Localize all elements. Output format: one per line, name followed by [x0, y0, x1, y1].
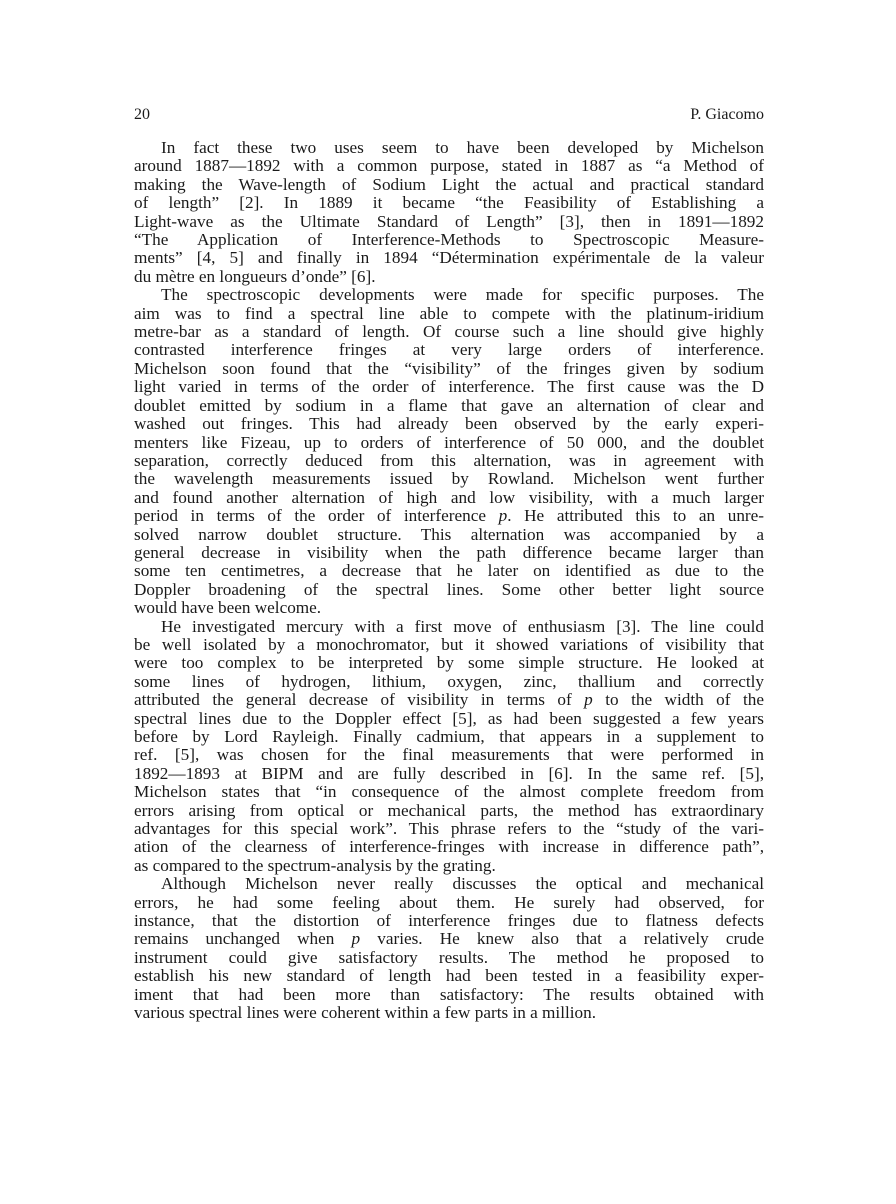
text-line: before by Lord Rayleigh. Finally cadmium, that appears in a supplement to [134, 727, 764, 746]
text-line: attributed the general decrease of visibility in terms of p to the width of the [134, 690, 764, 710]
text-line: as compared to the spectrum-analysis by the grating. [134, 855, 496, 875]
running-head-author: P. Giacomo [690, 106, 764, 123]
text-line: period in terms of the order of interference p. He attributed this to an unre- [134, 506, 764, 526]
running-header [134, 106, 764, 124]
text-line: would have been welcome. [134, 598, 322, 618]
text-line: were too complex to be interpreted by some simple structure. He looked at [134, 653, 764, 673]
text-line: du mètre en longueurs d’onde” [6]. [134, 266, 376, 286]
text-line: In fact these two uses seem to have been developed by Michelson [161, 138, 764, 157]
text-line: “The Application of Interference-Methods to Spectroscopic Measure- [134, 230, 764, 250]
text-line: doublet emitted by sodium in a flame that gave an alternation of clear and [134, 395, 764, 415]
paragraph [134, 618, 764, 876]
text-line: general decrease in visibility when the path difference became larger than [134, 542, 764, 562]
text-line: contrasted interference fringes at very large orders of interference. [134, 340, 764, 360]
text-line: Michelson states that “in consequence of the almost complete freedom from [134, 782, 764, 802]
text-line: The spectroscopic developments were made for specific purposes. The [161, 285, 764, 305]
text-line: and found another alternation of high and low visibility, with a much larger [134, 487, 764, 507]
text-line: instrument could give satisfactory results. The method he proposed to [134, 947, 764, 967]
text-line: 1892—1893 at BIPM and are fully described in [6]. In the same ref. [5], [134, 763, 764, 783]
paragraph [134, 139, 764, 286]
text-line: Although Michelson never really discusses the optical and mechanical [161, 874, 764, 894]
text-line: instance, that the distortion of interference fringes due to flatness defects [134, 911, 764, 931]
text-line: ation of the clearness of interference-fringes with increase in difference path”, [134, 837, 764, 857]
text-line: Doppler broadening of the spectral lines. Some other better light source [134, 579, 764, 599]
text-line: making the Wave-length of Sodium Light the actual and practical standard [134, 174, 764, 194]
text-line: Michelson soon found that the “visibility” of the fringes given by sodium [134, 358, 764, 378]
text-line: remains unchanged when p varies. He knew also that a relatively crude [134, 929, 764, 949]
text-line: various spectral lines were coherent within a few parts in a million. [134, 1003, 597, 1023]
text-line: spectral lines due to the Doppler effect [5], as had been suggested a few years [134, 708, 764, 728]
text-line: advantages for this special work”. This phrase refers to the “study of the vari- [134, 819, 764, 839]
italic-variable: p [498, 506, 508, 526]
text-line: be well isolated by a monochromator, but it showed variations of visibility that [134, 634, 764, 654]
text-line: errors, he had some feeling about them. He surely had observed, for [134, 892, 764, 912]
text-line: separation, correctly deduced from this alternation, was in agreement with [134, 450, 764, 470]
text-line: some lines of hydrogen, lithium, oxygen, zinc, thallium and correctly [134, 671, 764, 691]
text-line: solved narrow doublet structure. This alternation was accompanied by a [134, 524, 764, 544]
text-line: aim was to find a spectral line able to compete with the platinum-iridium [134, 303, 764, 323]
text-line: the wavelength measurements issued by Rowland. Michelson went further [134, 469, 764, 489]
text-line: iment that had been more than satisfactory: The results obtained with [134, 984, 764, 1004]
paragraph [134, 286, 764, 617]
text-line: Light-wave as the Ultimate Standard of Length” [3], then in 1891—1892 [134, 211, 764, 231]
italic-variable: p [351, 929, 361, 949]
paragraph [134, 875, 764, 1022]
italic-variable: p [584, 690, 593, 710]
body-text [134, 139, 764, 1023]
text-line: washed out fringes. This had already been observed by the early experi- [134, 414, 764, 434]
text-line: ments” [4, 5] and finally in 1894 “Détermination expérimentale de la valeur [134, 248, 764, 268]
text-line: around 1887—1892 with a common purpose, stated in 1887 as “a Method of [134, 156, 764, 176]
text-line: He investigated mercury with a first move of enthusiasm [3]. The line could [161, 616, 764, 636]
page-number: 20 [134, 106, 150, 123]
text-line: light varied in terms of the order of interference. The first cause was the D [134, 377, 764, 397]
text-line: establish his new standard of length had been tested in a feasibility exper- [134, 966, 764, 986]
text-line: some ten centimetres, a decrease that he later on identified as due to the [134, 561, 764, 581]
text-line: errors arising from optical or mechanical parts, the method has extraordinary [134, 800, 764, 820]
text-line: menters like Fizeau, up to orders of interference of 50 000, and the doublet [134, 432, 764, 452]
text-line: ref. [5], was chosen for the final measurements that were performed in [134, 745, 764, 765]
text-line: of length” [2]. In 1889 it became “the Feasibility of Establishing a [134, 193, 764, 213]
text-line: metre-bar as a standard of length. Of course such a line should give highly [134, 322, 764, 342]
